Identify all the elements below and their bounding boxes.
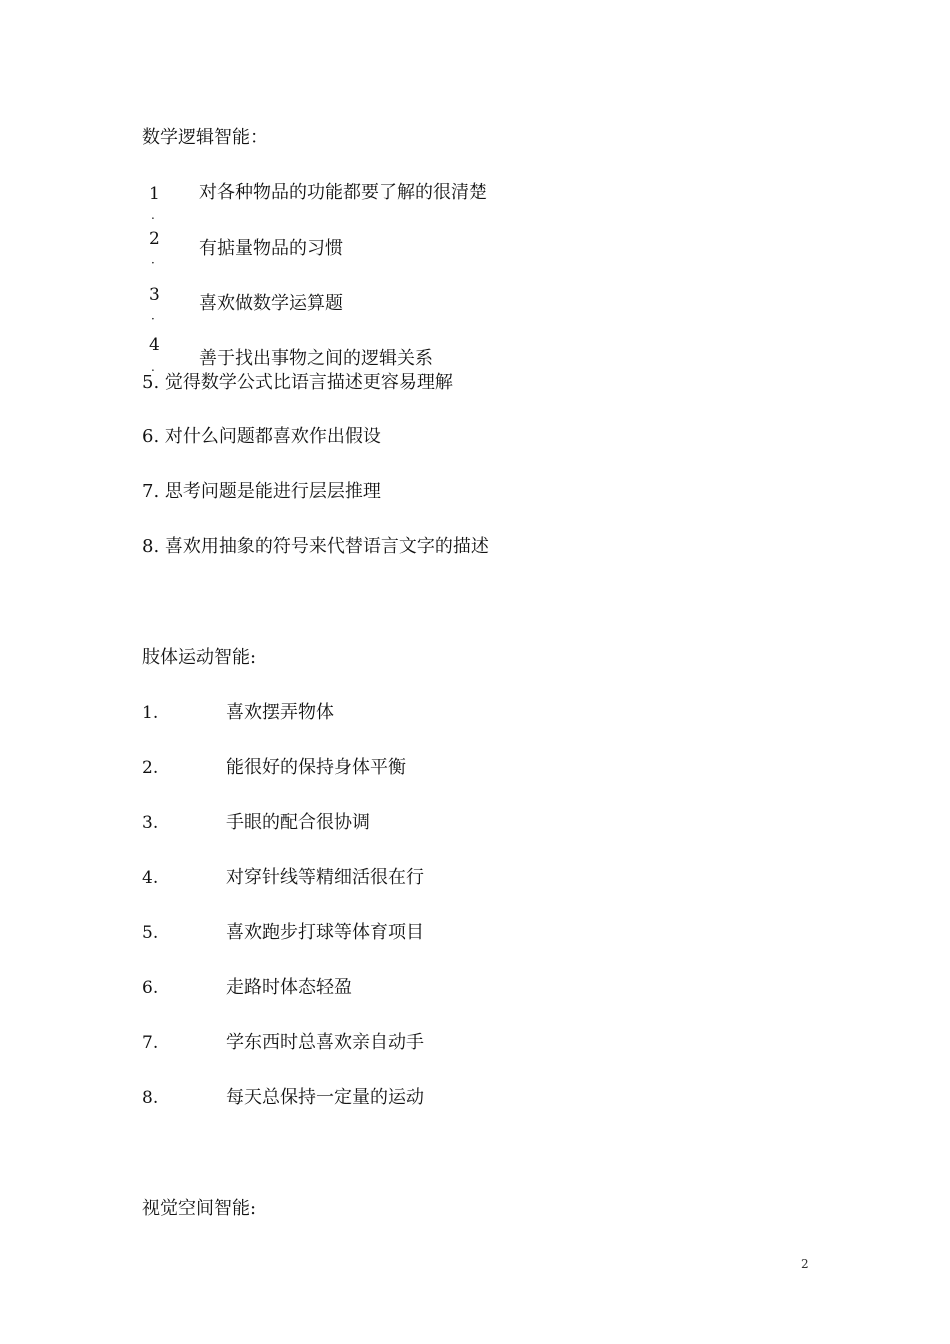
list-item: 手眼的配合很协调 <box>226 812 370 833</box>
list-number-dot: . <box>151 360 155 374</box>
list-item: 对各种物品的功能都要了解的很清楚 <box>199 182 487 203</box>
list-number-dot: · <box>151 312 155 326</box>
list-number: 2 <box>149 229 160 249</box>
list-number: 6. <box>142 978 159 998</box>
list-number: 4. <box>142 868 159 888</box>
list-number: 3 <box>149 285 160 305</box>
list-item: 学东西时总喜欢亲自动手 <box>226 1032 424 1053</box>
list-item: 5. 觉得数学公式比语言描述更容易理解 <box>142 372 453 393</box>
list-number: 8. <box>142 1088 159 1108</box>
list-item: 每天总保持一定量的运动 <box>226 1087 424 1108</box>
list-item: 7. 思考问题是能进行层层推理 <box>142 481 381 502</box>
list-item: 有掂量物品的习惯 <box>199 238 343 259</box>
list-number-dot: · <box>151 256 155 270</box>
list-item: 走路时体态轻盈 <box>226 977 352 998</box>
list-number-dot: . <box>151 208 155 222</box>
list-item: 能很好的保持身体平衡 <box>226 757 406 778</box>
section-heading-visual-spatial: 视觉空间智能: <box>142 1198 257 1219</box>
list-item: 喜欢做数学运算题 <box>199 293 343 314</box>
list-number: 2. <box>142 758 159 778</box>
list-item: 6. 对什么问题都喜欢作出假设 <box>142 426 381 447</box>
list-number: 4 <box>149 335 160 355</box>
list-number: 1 <box>149 184 160 204</box>
list-item: 喜欢摆弄物体 <box>226 702 334 723</box>
section-heading-logic: 数学逻辑智能： <box>142 127 268 148</box>
list-number: 1. <box>142 703 159 723</box>
list-item: 对穿针线等精细活很在行 <box>226 867 424 888</box>
list-number: 5. <box>142 923 159 943</box>
list-item: 8. 喜欢用抽象的符号来代替语言文字的描述 <box>142 536 489 557</box>
list-number: 3. <box>142 813 159 833</box>
page-number: 2 <box>801 1257 809 1271</box>
list-item: 喜欢跑步打球等体育项目 <box>226 922 424 943</box>
list-item: 善于找出事物之间的逻辑关系 <box>199 348 433 369</box>
list-number: 7. <box>142 1033 159 1053</box>
section-heading-kinesthetic: 肢体运动智能: <box>142 647 257 668</box>
